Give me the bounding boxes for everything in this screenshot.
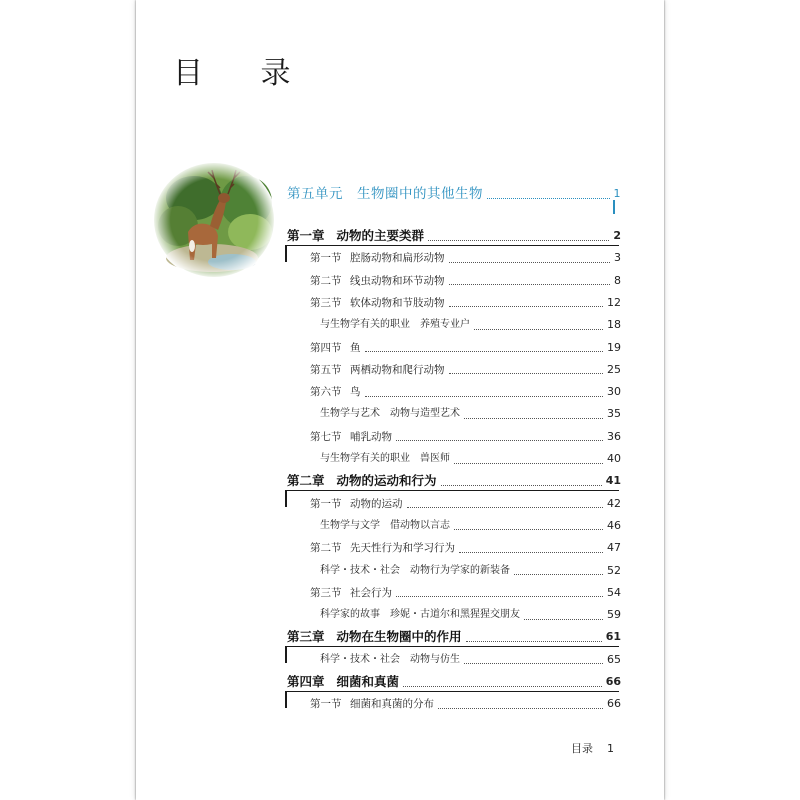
chapter-rule [285,490,619,491]
dot-leader [449,373,604,374]
entry-title: 动物的运动 [350,497,403,510]
dot-leader [454,529,603,530]
dot-leader [466,641,602,642]
dot-leader [438,708,603,709]
dot-leader [464,418,603,419]
toc-section-entry[interactable] [310,360,621,380]
chapter-bar [285,691,287,708]
entry-label: 第一节 [310,252,342,265]
entry-title: 养殖专业户 [420,319,470,331]
entry-page-number: 25 [607,362,621,376]
chapter-bar [285,245,287,262]
dot-leader [459,552,603,553]
entry-label: 第一章 [287,228,325,243]
entry-label: 科学・技术・社会 [320,653,400,665]
entry-label: 第四节 [310,341,342,354]
entry-label: 科学家的故事 [320,609,380,621]
dot-leader [524,619,603,620]
dot-leader [487,198,610,199]
toc-section-entry[interactable] [310,694,621,714]
entry-page-number: 65 [607,652,621,666]
entry-page-number: 59 [607,608,621,622]
toc-feature-entry[interactable] [320,315,621,335]
entry-label: 生物学与艺术 [320,408,380,420]
chapter-bar [285,490,287,507]
entry-label: 第三节 [310,296,342,309]
entry-title: 动物的运动和行为 [336,473,437,489]
toc-section-entry[interactable] [310,583,621,603]
toc-feature-entry[interactable] [320,561,621,581]
dot-leader [449,262,611,263]
entry-title: 线虫动物和环节动物 [350,274,445,287]
entry-title: 动物在生物圈中的作用 [336,629,462,645]
dot-leader [396,440,603,441]
toc-unit-entry[interactable] [287,184,621,204]
dot-leader [396,596,603,597]
dot-leader [407,507,604,508]
entry-page-number: 8 [614,273,621,287]
entry-page-number: 40 [607,452,621,465]
entry-page-number: 61 [605,630,621,644]
dot-leader [449,284,611,285]
entry-page-number: 12 [607,295,621,309]
entry-title: 动物行为学家的新装备 [410,564,510,576]
entry-title: 两栖动物和爬行动物 [350,363,445,376]
footer-page-number: 1 [607,742,614,755]
entry-title: 先天性行为和学习行为 [350,542,455,555]
entry-page-number: 18 [607,318,621,332]
chapter-rule [285,245,619,246]
entry-page-number: 36 [607,429,621,443]
entry-title: 鸟 [350,386,361,399]
footer-label: 目录 [571,742,593,755]
toc-feature-entry[interactable] [320,605,621,625]
toc-chapter-entry[interactable] [287,471,621,491]
entry-title: 细菌和真菌的分布 [350,698,434,711]
dot-leader [365,351,604,352]
entry-label: 第四章 [287,674,325,689]
toc-chapter-entry[interactable] [287,627,621,647]
entry-label: 第三节 [310,586,342,599]
toc-section-entry[interactable] [310,248,621,268]
dot-leader [403,686,602,687]
entry-title: 细菌和真菌 [336,674,400,689]
dot-leader [474,329,603,330]
page-title: 目 录 [173,56,315,91]
entry-label: 第二章 [287,473,325,489]
entry-page-number: 3 [614,251,621,265]
entry-page-number: 42 [607,496,621,510]
toc-section-entry[interactable] [310,338,621,358]
unit-rule [613,200,615,214]
entry-page-number: 35 [607,407,621,421]
entry-page-number: 47 [607,541,621,555]
entry-label: 第一节 [310,698,342,711]
entry-label: 第三章 [287,629,325,645]
chapter-bar [285,646,287,663]
entry-label: 第五节 [310,363,342,376]
entry-label: 第六节 [310,386,342,399]
entry-title: 哺乳动物 [350,430,392,443]
chapter-rule [285,646,619,647]
toc-section-entry[interactable] [310,271,621,291]
dot-leader [514,574,603,575]
entry-title: 鱼 [350,341,361,354]
entry-page-number: 30 [607,385,621,399]
dot-leader [449,306,604,307]
toc-feature-entry[interactable] [320,449,621,469]
entry-page-number: 1 [613,187,621,200]
entry-title: 珍妮・古道尔和黑猩猩交朋友 [390,609,520,621]
toc-feature-entry[interactable] [320,650,621,670]
entry-page-number: 54 [607,585,621,599]
toc-section-entry[interactable] [310,427,621,447]
entry-label: 第一节 [310,497,342,510]
entry-label: 第七节 [310,430,342,443]
entry-title: 腔肠动物和扁形动物 [350,252,445,265]
dot-leader [365,396,604,397]
entry-page-number: 46 [607,518,621,532]
toc-feature-entry[interactable] [320,404,621,424]
entry-label: 与生物学有关的职业 [320,453,410,464]
entry-page-number: 66 [605,675,621,688]
entry-title: 社会行为 [350,586,392,599]
entry-label: 第二节 [310,542,342,555]
dot-leader [441,485,602,486]
dot-leader [454,463,603,464]
entry-label: 第五单元 [287,186,343,202]
toc-section-entry[interactable] [310,538,621,558]
entry-title: 生物圈中的其他生物 [357,186,483,202]
toc-chapter-entry[interactable] [287,226,621,246]
entry-title: 借动物以言志 [390,519,450,531]
toc-feature-entry[interactable] [320,516,621,536]
dot-leader [464,663,603,664]
entry-page-number: 66 [607,697,621,711]
entry-page-number: 41 [605,474,621,488]
toc-section-entry[interactable] [310,382,621,402]
toc-chapter-entry[interactable] [287,672,621,692]
entry-title: 软体动物和节肢动物 [350,296,445,309]
toc-section-entry[interactable] [310,494,621,514]
entry-title: 动物与仿生 [410,653,460,665]
entry-label: 第二节 [310,274,342,287]
entry-page-number: 2 [613,229,621,242]
page-footer [571,740,614,756]
entry-title: 兽医师 [420,453,450,464]
chapter-rule [285,691,619,692]
entry-label: 生物学与文学 [320,519,380,531]
toc-section-entry[interactable] [310,293,621,313]
entry-title: 动物的主要类群 [336,228,425,243]
entry-page-number: 52 [607,563,621,577]
entry-title: 动物与造型艺术 [390,408,460,420]
dot-leader [428,240,609,241]
entry-label: 科学・技术・社会 [320,564,400,576]
entry-page-number: 19 [607,340,621,354]
entry-label: 与生物学有关的职业 [320,319,410,331]
